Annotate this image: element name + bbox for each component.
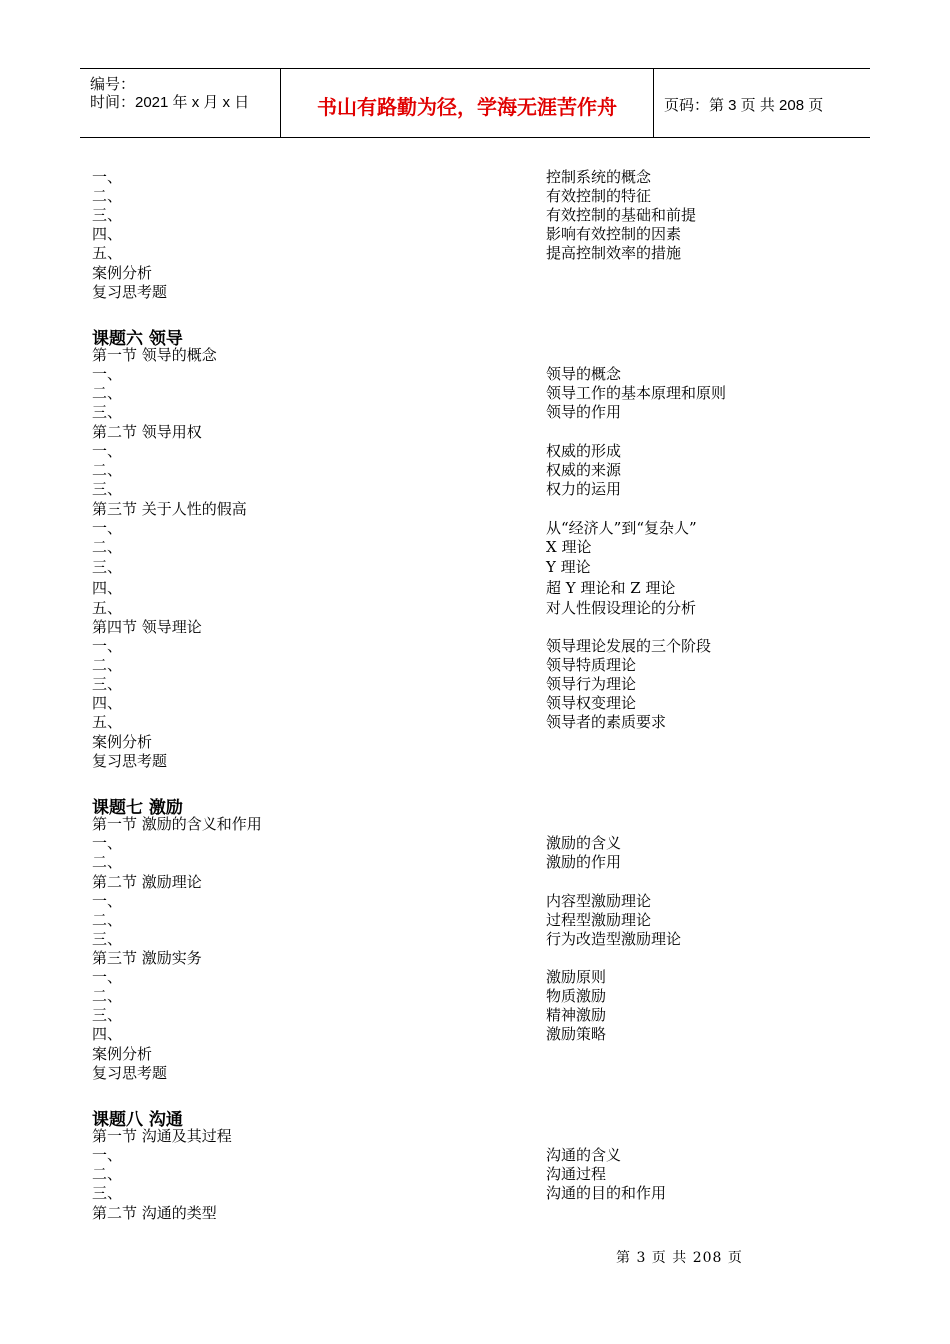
- list-item: 激励原则: [546, 968, 607, 986]
- list-item: 领导者的素质要求: [546, 713, 667, 731]
- list-item: X 理论: [546, 538, 592, 556]
- list-item: 精神激励: [546, 1006, 607, 1024]
- review-questions: 复习思考题: [92, 283, 168, 301]
- list-number: 二、: [92, 1165, 123, 1183]
- list-item: 领导的作用: [546, 403, 622, 421]
- list-number: 一、: [92, 168, 123, 186]
- section-heading: 第三节 激励实务: [92, 949, 202, 967]
- list-item: 激励策略: [546, 1025, 607, 1043]
- list-number: 一、: [92, 892, 123, 910]
- list-item: 提高控制效率的措施: [546, 244, 682, 262]
- list-item: 权威的来源: [546, 461, 622, 479]
- list-item: Y 理论: [546, 558, 591, 576]
- review-questions: 复习思考题: [92, 752, 168, 770]
- list-number: 一、: [92, 834, 123, 852]
- list-number: 二、: [92, 853, 123, 871]
- section-heading: 第一节 领导的概念: [92, 346, 217, 364]
- motto: 书山有路勤为径，学海无涯苦作舟: [317, 95, 617, 119]
- list-item: 领导特质理论: [546, 656, 637, 674]
- page-number-label: 页码：第 3 页 共 208 页: [664, 97, 824, 114]
- topic-title: 课题七 激励: [92, 798, 183, 818]
- list-number: 一、: [92, 637, 123, 655]
- list-number: 一、: [92, 519, 123, 537]
- list-number: 四、: [92, 579, 123, 597]
- section-heading: 第一节 沟通及其过程: [92, 1127, 232, 1145]
- footer-page-number: 第 3 页 共 208 页: [616, 1250, 743, 1266]
- list-number: 三、: [92, 930, 123, 948]
- section-heading: 第三节 关于人性的假高: [92, 500, 247, 518]
- list-item: 沟通的含义: [546, 1146, 622, 1164]
- list-item: 影响有效控制的因素: [546, 225, 682, 243]
- list-number: 三、: [92, 558, 123, 576]
- list-item: 领导权变理论: [546, 694, 637, 712]
- section-heading: 第一节 激励的含义和作用: [92, 815, 262, 833]
- list-number: 三、: [92, 1184, 123, 1202]
- section-heading: 第二节 沟通的类型: [92, 1204, 217, 1222]
- list-number: 四、: [92, 225, 123, 243]
- list-item: 物质激励: [546, 987, 607, 1005]
- list-number: 五、: [92, 599, 123, 617]
- list-item: 领导理论发展的三个阶段: [546, 637, 712, 655]
- review-questions: 复习思考题: [92, 1064, 168, 1082]
- list-number: 二、: [92, 987, 123, 1005]
- list-number: 三、: [92, 206, 123, 224]
- list-number: 三、: [92, 675, 123, 693]
- case-analysis: 案例分析: [92, 264, 153, 282]
- list-number: 二、: [92, 461, 123, 479]
- list-item: 领导的概念: [546, 365, 622, 383]
- topic-title: 课题八 沟通: [92, 1110, 183, 1130]
- list-number: 一、: [92, 968, 123, 986]
- topic-title: 课题六 领导: [92, 329, 183, 349]
- list-item: 控制系统的概念: [546, 168, 652, 186]
- list-number: 二、: [92, 911, 123, 929]
- list-item: 激励的含义: [546, 834, 622, 852]
- list-item: 沟通的目的和作用: [546, 1184, 667, 1202]
- section-heading: 第四节 领导理论: [92, 618, 202, 636]
- list-number: 五、: [92, 244, 123, 262]
- case-analysis: 案例分析: [92, 1045, 153, 1063]
- serial-label: 编号：: [90, 76, 136, 93]
- list-item: 激励的作用: [546, 853, 622, 871]
- list-number: 三、: [92, 403, 123, 421]
- list-item: 对人性假设理论的分析: [546, 599, 697, 617]
- list-item: 从“经济人”到“复杂人”: [546, 519, 697, 537]
- list-item: 沟通过程: [546, 1165, 607, 1183]
- list-number: 五、: [92, 713, 123, 731]
- list-item: 有效控制的特征: [546, 187, 652, 205]
- page-header: [80, 68, 870, 138]
- list-number: 四、: [92, 694, 123, 712]
- list-item: 领导行为理论: [546, 675, 637, 693]
- list-number: 三、: [92, 480, 123, 498]
- list-item: 行为改造型激励理论: [546, 930, 682, 948]
- section-heading: 第二节 领导用权: [92, 423, 202, 441]
- list-item: 超 Y 理论和 Z 理论: [546, 579, 676, 597]
- header-page-cell: [654, 69, 870, 137]
- list-number: 四、: [92, 1025, 123, 1043]
- list-item: 领导工作的基本原理和原则: [546, 384, 727, 402]
- time-label: 时间：2021 年 x 月 x 日: [90, 94, 250, 111]
- list-number: 二、: [92, 187, 123, 205]
- list-item: 有效控制的基础和前提: [546, 206, 697, 224]
- list-item: 权力的运用: [546, 480, 622, 498]
- list-item: 权威的形成: [546, 442, 622, 460]
- list-number: 二、: [92, 656, 123, 674]
- list-item: 内容型激励理论: [546, 892, 652, 910]
- list-item: 过程型激励理论: [546, 911, 652, 929]
- list-number: 二、: [92, 384, 123, 402]
- list-number: 一、: [92, 1146, 123, 1164]
- header-motto-cell: [281, 69, 654, 137]
- list-number: 二、: [92, 538, 123, 556]
- list-number: 三、: [92, 1006, 123, 1024]
- list-number: 一、: [92, 442, 123, 460]
- header-info-cell: [80, 69, 281, 137]
- section-heading: 第二节 激励理论: [92, 873, 202, 891]
- case-analysis: 案例分析: [92, 733, 153, 751]
- list-number: 一、: [92, 365, 123, 383]
